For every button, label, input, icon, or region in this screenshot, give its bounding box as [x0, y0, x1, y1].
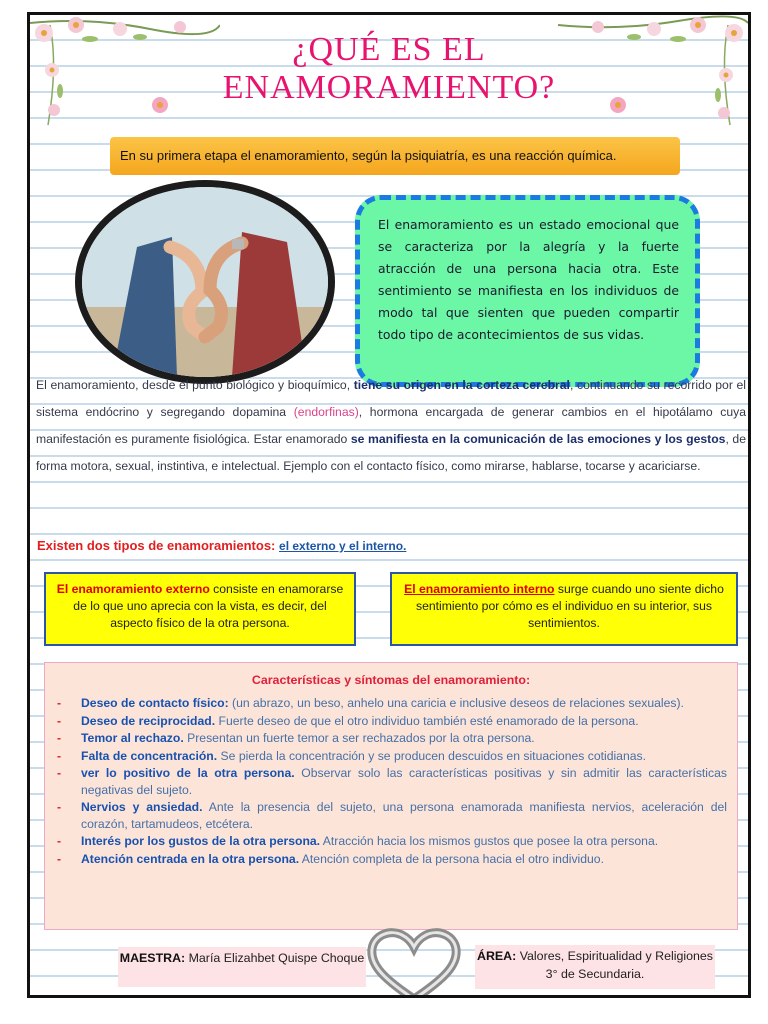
symptom-text: Fuerte deseo de que el otro individuo también esté enamorado de la persona.	[215, 713, 639, 728]
list-item: - Nervios y ansiedad. Ante la presencia del sujeto, una persona enamorada manifiesta nervios, aceleración del corazón, tartamudeos, etcétera.	[57, 800, 727, 831]
symptom-text: Se pierda la concentración y se producen descuidos en situaciones cotidianas.	[217, 748, 647, 763]
intro-banner: En su primera etapa el enamoramiento, según la psiquiatría, es una reacción química.	[110, 137, 680, 175]
types-link: el externo y el interno.	[279, 539, 407, 553]
symptom-label: Falta de concentración.	[81, 748, 218, 763]
area-credit	[475, 945, 715, 989]
teacher-name: María Elizahbet Quispe Choque	[185, 951, 365, 965]
external-love-box	[44, 572, 356, 646]
document-page	[27, 12, 751, 998]
external-love-label: El enamoramiento externo	[56, 582, 210, 596]
list-item: - Atención centrada en la otra persona. Atención completa de la persona hacia el otro individuo.	[57, 851, 604, 866]
body-text-part: , de forma motora, sexual, instintiva, e intelectual. Ejemplo con el contacto físico, como mirarse, hablarse, tocarse y acariciarse.	[36, 432, 746, 473]
body-bold-part: se manifiesta en la comunicación de las emociones y los gestos	[350, 432, 726, 446]
symptom-label: Temor al rechazo.	[81, 731, 184, 745]
list-item: - Deseo de reciprocidad. Fuerte deseo de que el otro individuo también esté enamorado de la persona.	[57, 713, 639, 728]
symptom-text: Atención completa de la persona hacia el otro individuo.	[299, 851, 604, 866]
teacher-credit	[118, 947, 366, 987]
symptom-label: Deseo de contacto físico:	[81, 696, 229, 710]
title-line-1: ¿QUÉ ES EL	[292, 31, 486, 68]
couple-heart-hands-photo	[75, 180, 335, 384]
list-item: - Deseo de contacto físico: (un abrazo, un beso, anhelo una caricia e inclusive deseos de relaciones sexuales).	[57, 696, 684, 710]
area-text: Valores, Espiritualidad y Religiones 3° de Secundaria.	[516, 949, 713, 981]
heart-icon	[364, 925, 464, 998]
list-item: - ver lo positivo de la otra persona. Observar solo las características positivas y sin admitir las características negativas del sujeto.	[57, 766, 727, 797]
body-pink-part: (endorfinas)	[293, 405, 359, 419]
symptom-label: Atención centrada en la otra persona.	[81, 851, 300, 866]
list-item: - Falta de concentración. Se pierda la concentración y se producen descuidos en situaciones cotidianas.	[57, 748, 647, 763]
symptoms-list	[55, 695, 727, 867]
symptom-label: Nervios y ansiedad.	[81, 800, 203, 814]
definition-box: El enamoramiento es un estado emocional que se caracteriza por la alegría y la fuerte atracción de una persona hacia otra. Este sentimiento se manifiesta en los individuos de modo tal que sienten que pueden compartir todo tipo de acontecimientos de sus vidas.	[355, 195, 700, 387]
body-bold-part: tiene su origen en la corteza cerebral	[353, 378, 570, 392]
symptom-text: Observar solo las características positivas y sin admitir las características negativas del sujeto.	[81, 766, 727, 797]
list-item: - Interés por los gustos de la otra persona. Atracción hacia los mismos gustos que posee la otra persona.	[57, 834, 659, 848]
symptom-text: Presentan un fuerte temor a ser rechazados por la otra persona.	[183, 731, 535, 745]
teacher-label: MAESTRA:	[119, 951, 186, 965]
body-text-part: El enamoramiento, desde el punto biológico y bioquímico,	[36, 378, 354, 392]
symptom-text: Atracción hacia los mismos gustos que posee la otra persona.	[320, 834, 659, 848]
internal-love-label: El enamoramiento interno	[404, 582, 555, 596]
list-item: - Temor al rechazo. Presentan un fuerte temor a ser rechazados por la otra persona.	[57, 731, 535, 745]
heart-hands-illustration	[82, 187, 328, 377]
types-lead: Existen dos tipos de enamoramientos:	[37, 538, 276, 553]
symptom-label: Deseo de reciprocidad.	[81, 713, 216, 728]
external-love-text: consiste en enamorarse de lo que uno aprecia con la vista, es decir, del aspecto físico de la otra persona.	[73, 582, 344, 630]
symptom-label: Interés por los gustos de la otra persona.	[81, 834, 321, 848]
body-text-part: , hormona encargada de generar cambios en el hipotálamo cuya manifestación es puramente fisiológica. Estar enamorado	[36, 405, 746, 446]
symptom-text: (un abrazo, un beso, anhelo una caricia e inclusive deseos de relaciones sexuales).	[228, 696, 684, 710]
symptom-text: Ante la presencia del sujeto, una persona enamorada manifiesta nervios, aceleración del corazón, tartamudeos, etcétera.	[81, 800, 727, 831]
internal-love-text: surge cuando uno siente dicho sentimiento por cómo es el individuo en su interior, sus sentimientos.	[415, 582, 724, 630]
title-line-2: ENAMORAMIENTO?	[222, 69, 556, 106]
types-heading	[37, 535, 406, 557]
symptom-label: ver lo positivo de la otra persona.	[81, 766, 295, 780]
page-title	[30, 31, 748, 107]
symptoms-box	[44, 662, 738, 930]
internal-love-box	[390, 572, 738, 646]
body-text-part: , continuando su recorrido por el sistema endócrino y segregando dopamina	[36, 378, 746, 419]
symptoms-title: Características y síntomas del enamoramiento:	[251, 673, 531, 687]
body-paragraph	[36, 372, 746, 480]
area-label: ÁREA:	[477, 949, 517, 963]
